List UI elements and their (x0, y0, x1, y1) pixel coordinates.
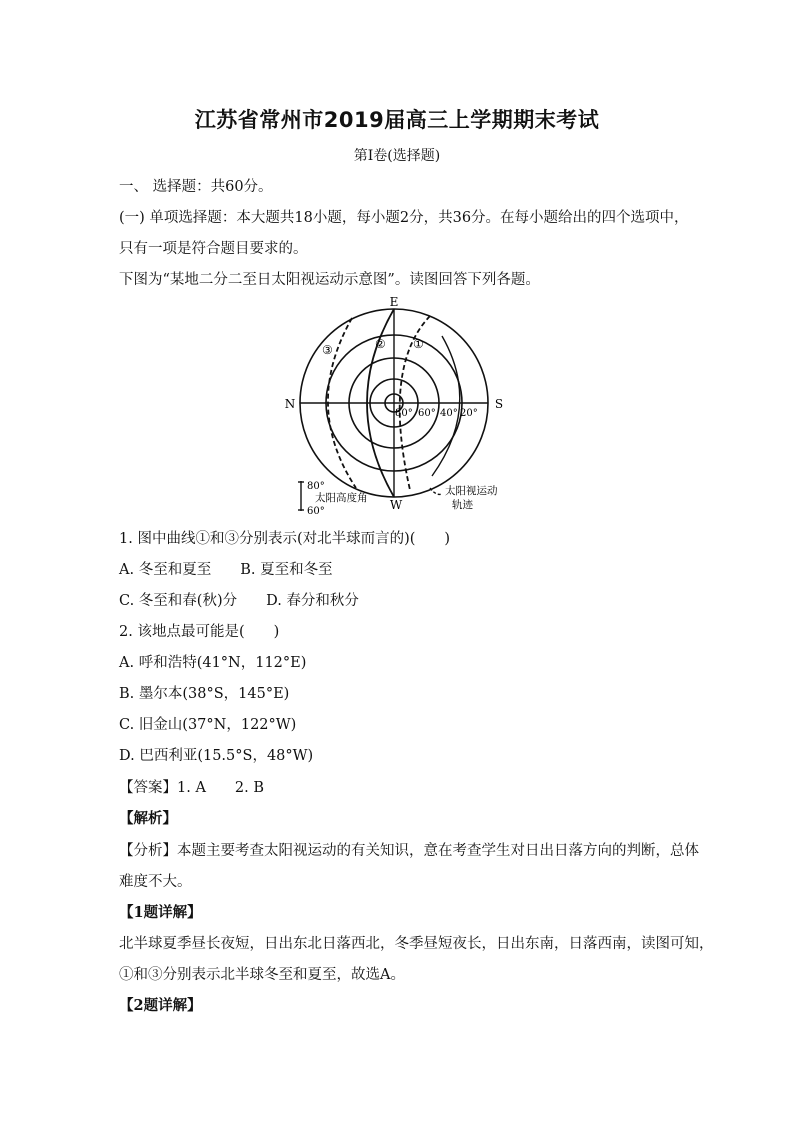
question-2: 2. 该地点最可能是( ) (119, 624, 280, 640)
sun-path-diagram (282, 296, 512, 522)
legend-path-label-1: 太阳视运动 (445, 485, 498, 497)
question-1-options-ab: A. 冬至和夏至 B. 夏至和冬至 (119, 562, 333, 578)
question-2-option-d: D. 巴西利亚(15.5°S，48°W) (119, 748, 314, 764)
inner-arc (432, 336, 460, 476)
intro-line-2: 只有一项是符合题目要求的。 (119, 241, 308, 257)
label-n: N (284, 397, 296, 411)
question-1: 1. 图中曲线①和③分别表示(对北半球而言的)( ) (119, 531, 451, 547)
passage-text: 下图为“某地二分二至日太阳视运动示意图”。读图回答下列各题。 (119, 272, 540, 288)
legend-altitude-label: 太阳高度角 (315, 492, 368, 504)
page-subtitle: 第Ⅰ卷(选择题) (353, 148, 441, 164)
legend-bottom-degree: 60° (307, 506, 325, 517)
analysis-line-1: 【分析】本题主要考查太阳视运动的有关知识，意在考查学生对日出日落方向的判断，总体 (119, 843, 699, 859)
label-e: E (389, 296, 399, 309)
detail-1-line-2: ①和③分别表示北半球冬至和夏至，故选A。 (119, 967, 405, 983)
legend-path-label-2: 轨迹 (452, 499, 473, 511)
degree-80: 80° (395, 408, 413, 419)
intro-line-1: (一) 单项选择题：本大题共18小题，每小题2分，共36分。在每小题给出的四个选项中， (119, 210, 689, 226)
curve-3-label: ③ (322, 343, 333, 357)
detail-1-line-1: 北半球夏季昼长夜短，日出东北日落西北，冬季昼短夜长，日出东南，日落西南，读图可知， (119, 936, 714, 952)
page-title: 江苏省常州市2019届高三上学期期末考试 (194, 108, 600, 132)
analysis-heading: 【解析】 (119, 810, 177, 827)
degree-20: 20° (460, 408, 478, 419)
degree-60: 60° (418, 408, 436, 419)
label-s: S (494, 397, 504, 411)
degree-40: 40° (440, 408, 458, 419)
sun-path-figure (282, 296, 512, 522)
curve-2-label: ② (375, 337, 386, 351)
question-1-options-cd: C. 冬至和春(秋)分 D. 春分和秋分 (119, 593, 359, 609)
label-w: W (389, 498, 403, 512)
legend-top-degree: 80° (307, 481, 325, 492)
analysis-line-2: 难度不大。 (119, 874, 192, 890)
question-2-option-c: C. 旧金山(37°N，122°W) (119, 717, 297, 733)
question-2-option-a: A. 呼和浩特(41°N，112°E) (119, 655, 307, 671)
detail-1-heading: 【1题详解】 (119, 904, 202, 921)
question-2-option-b: B. 墨尔本(38°S，145°E) (119, 686, 290, 702)
section-heading: 一、 选择题：共60分。 (119, 179, 273, 195)
answer-line: 【答案】1. A 2. B (119, 780, 265, 796)
detail-2-heading: 【2题详解】 (119, 997, 202, 1014)
curve-1-label: ① (413, 337, 424, 351)
